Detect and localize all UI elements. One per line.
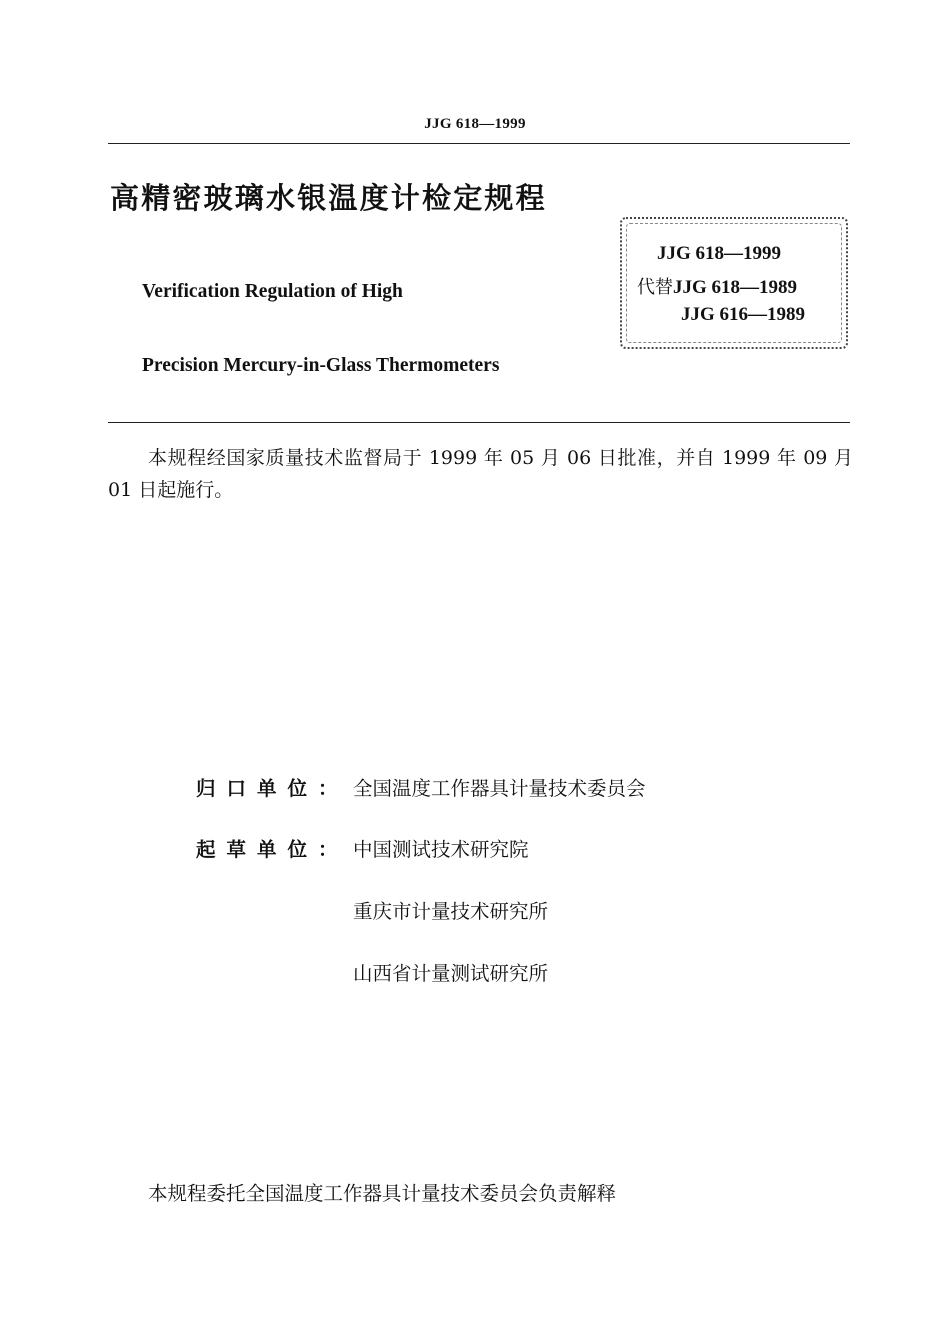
title-english-line2: Precision Mercury-in-Glass Thermometers xyxy=(142,355,500,376)
drafting-unit-3: 山西省计量测试研究所 xyxy=(353,962,549,985)
code-replaces-1 xyxy=(637,273,797,299)
interpretation-note: 本规程委托全国温度工作器具计量技术委员会负责解释 xyxy=(148,1182,617,1205)
replaces-prefix: 代替 xyxy=(637,277,673,298)
approval-statement: 本规程经国家质量技术监督局于 1999 年 05 月 06 日批准，并自 1999 年 09 月 01 日起施行。 xyxy=(108,447,853,501)
replaces-code-1: JJG 618—1989 xyxy=(673,277,798,298)
header-standard-code: JJG 618—1999 xyxy=(424,116,526,132)
drafting-unit-label: 起草单位： xyxy=(196,838,349,861)
title-divider xyxy=(108,422,850,423)
title-chinese: 高精密玻璃水银温度计检定规程 xyxy=(110,181,547,215)
drafting-unit-1: 中国测试技术研究院 xyxy=(353,838,529,861)
code-current: JJG 618—1999 xyxy=(657,243,782,264)
responsible-unit-value: 全国温度工作器具计量技术委员会 xyxy=(353,777,646,800)
drafting-unit-2: 重庆市计量技术研究所 xyxy=(353,900,549,923)
responsible-unit-label: 归口单位： xyxy=(196,777,349,800)
header-divider xyxy=(108,143,850,144)
code-replaces-2: JJG 616—1989 xyxy=(681,304,806,325)
title-english-line1: Verification Regulation of High xyxy=(142,281,403,302)
